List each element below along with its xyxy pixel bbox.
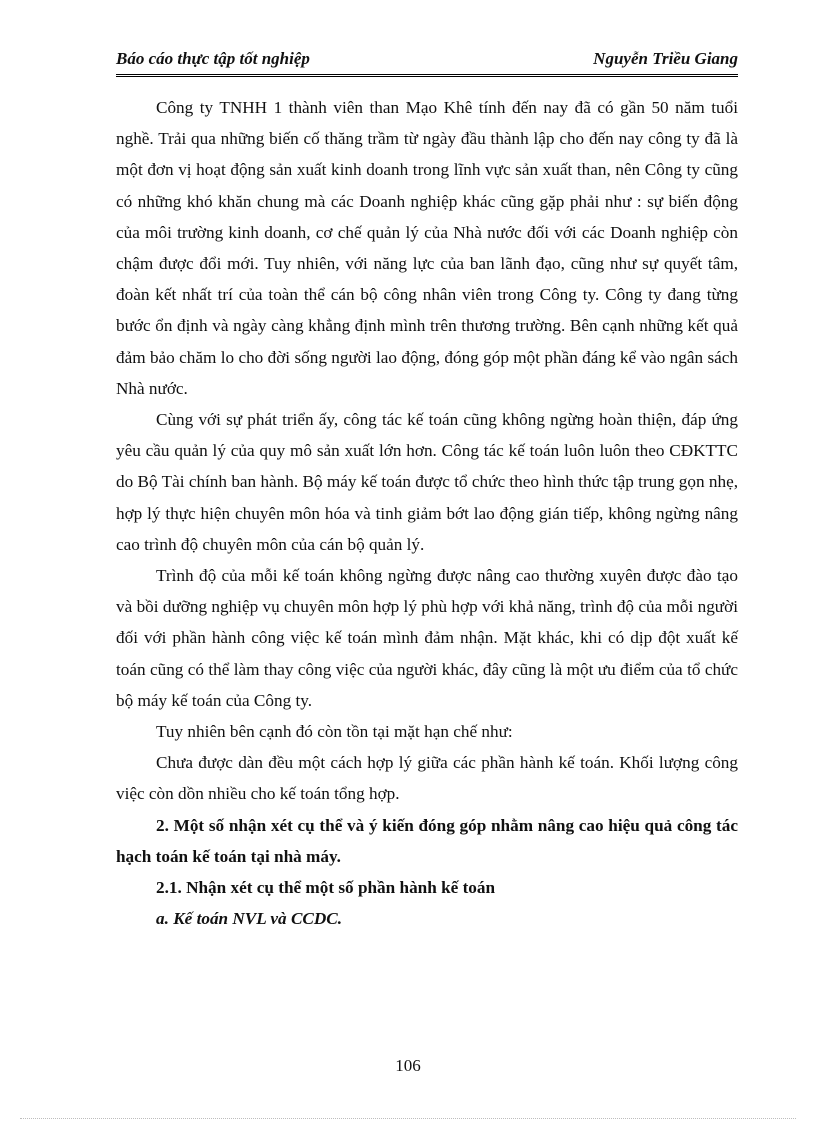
page-header [116, 48, 738, 77]
item-heading: a. Kế toán NVL và CCDC. [156, 909, 343, 929]
paragraph-accounting-development: Cùng với sự phát triển ấy, công tác kế toán cũng không ngừng hoàn thiện, đáp ứng yêu cầu quản lý của quy mô sản xuất lớn hơn. Công tác kế toán luôn luôn theo CĐKTTC do Bộ Tài chính ban hành. Bộ máy kế toán được tổ chức theo hình thức tập trung gọn nhẹ, hợp lý thực hiện chuyên môn hóa và tinh giảm bớt lao động gián tiếp, không ngừng nâng cao trình độ chuyên môn của cán bộ quản lý. [116, 410, 738, 554]
page-bottom-divider [20, 1118, 796, 1119]
report-title: Báo cáo thực tập tốt nghiệp [116, 49, 310, 68]
paragraph-company-history: Công ty TNHH 1 thành viên than Mạo Khê tính đến nay đã có gần 50 năm tuổi nghề. Trải qua những biến cố thăng trầm từ ngày đầu thành lập cho đến nay công ty đã là một đơn vị hoạt động sản xuất kinh doanh trong lĩnh vực sản xuất than, nên Công ty cũng có những khó khăn chung mà các Doanh nghiệp khác cũng gặp phải như : sự biến động của môi trường kinh doanh, cơ chế quản lý của Nhà nước đối với các Doanh nghiệp còn chậm được đổi mới. Tuy nhiên, với năng lực của ban lãnh đạo, cũng như sự quyết tâm, đoàn kết nhất trí của toàn thể cán bộ công nhân viên trong Công ty. Công ty đang từng bước ổn định và ngày càng khẳng định mình trên thương trường. Bên cạnh những kết quả đảm bảo chăm lo cho đời sống người lao động, đóng góp một phần đáng kể vào ngân sách Nhà nước. [116, 98, 738, 398]
page-number: 106 [395, 1056, 421, 1075]
author-name: Nguyễn Triều Giang [593, 49, 738, 68]
paragraph-limitations-intro: Tuy nhiên bên cạnh đó còn tồn tại mặt hạn chế như: [156, 722, 513, 742]
paragraph-staff-qualification: Trình độ của mỗi kế toán không ngừng được nâng cao thường xuyên được đào tạo và bồi dưỡng nghiệp vụ chuyên môn hợp lý phù hợp với khả năng, trình độ của mỗi người đối với phần hành công việc kế toán mình đảm nhận. Mặt khác, khi có dịp đột xuất kế toán cũng có thể làm thay công việc của người khác, đây cũng là một ưu điểm của tổ chức bộ máy kế toán của Công ty. [116, 566, 738, 710]
page-body [116, 92, 738, 934]
subsection-heading: 2.1. Nhận xét cụ thể một số phần hành kế toán [156, 878, 496, 898]
paragraph-limitation-detail: Chưa được dàn đều một cách hợp lý giữa các phần hành kế toán. Khối lượng công việc còn dồn nhiều cho kế toán tổng hợp. [116, 753, 738, 804]
section-heading: 2. Một số nhận xét cụ thể và ý kiến đóng góp nhằm nâng cao hiệu quả công tác hạch toán kế toán tại nhà máy. [116, 815, 738, 866]
